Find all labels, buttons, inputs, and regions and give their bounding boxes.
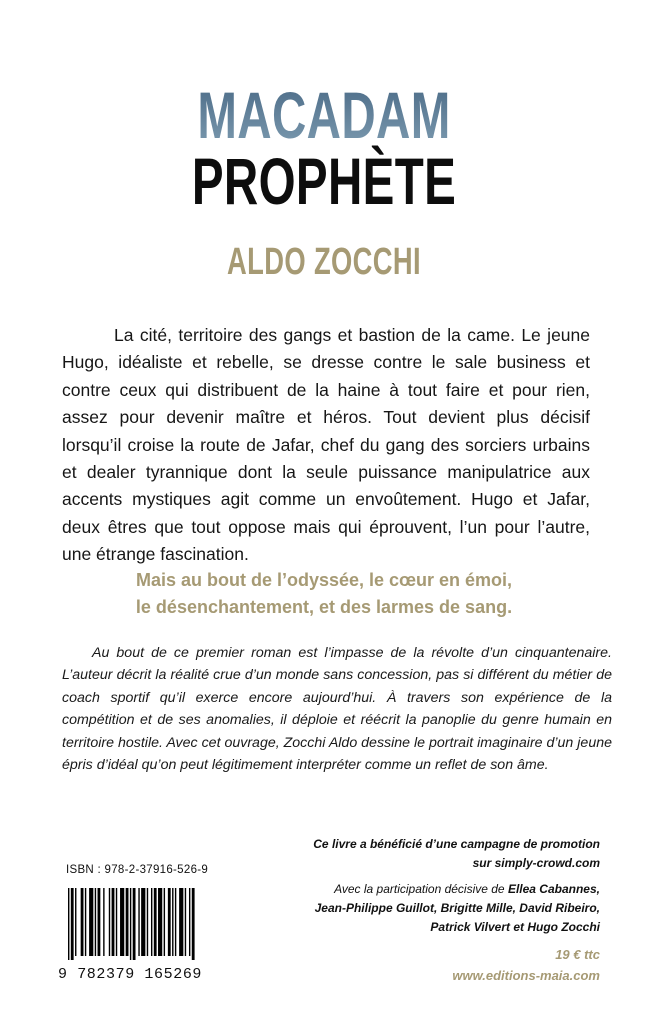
barcode-bar [158, 888, 162, 956]
barcode-bar [75, 888, 76, 956]
barcode-bar [109, 888, 110, 956]
barcode-bar [168, 888, 171, 956]
barcode-bar [89, 888, 93, 956]
barcode-bar [103, 888, 104, 956]
barcode-digits: 9 782379 165269 [58, 966, 203, 983]
barcode-bar [189, 888, 190, 956]
barcode-bar [175, 888, 176, 956]
barcode-bar [120, 888, 124, 956]
barcode-bar [154, 888, 157, 956]
credits-names-2: Jean-Philippe Guillot, Brigitte Mille, David Ribeiro, [314, 901, 600, 915]
tagline-line2: le désenchantement, et des larmes de sang. [135, 597, 513, 617]
publisher-website: www.editions-maia.com [452, 968, 600, 983]
price: 19 € ttc [555, 947, 600, 962]
barcode-bar [116, 888, 117, 956]
barcode-bar [130, 888, 131, 960]
barcode-bar [164, 888, 165, 956]
barcode-bar [147, 888, 148, 956]
isbn-label: ISBN : 978-2-37916-526-9 [66, 864, 209, 876]
credits-intro: Avec la participation décisive de [334, 882, 505, 896]
book-title-line2: PROPHÈTE [191, 144, 457, 218]
barcode-bar [138, 888, 139, 956]
barcode-bar [98, 888, 101, 956]
barcode-bar [68, 888, 69, 960]
barcode-bar [81, 888, 84, 956]
promo-line2: sur simply-crowd.com [472, 856, 600, 870]
barcode-bar [179, 888, 183, 956]
author-name: ALDO ZOCCHI [227, 241, 421, 283]
promo-note [280, 835, 600, 873]
credits-names-1: Ellea Cabannes, [507, 882, 600, 896]
barcode-bar [141, 888, 145, 956]
barcode-bar [172, 888, 173, 956]
barcode-bar [133, 888, 136, 960]
tagline-line1: Mais au bout de l’odyssée, le cœur en émoi, [135, 570, 513, 590]
credits [280, 880, 600, 937]
credits-names-3: Patrick Vilvert et Hugo Zocchi [430, 920, 600, 934]
barcode-bar [95, 888, 96, 956]
tagline [0, 567, 648, 621]
barcode [68, 888, 196, 960]
barcode-bar [112, 888, 115, 956]
barcode-bar [71, 888, 74, 960]
barcode-bar [185, 888, 186, 956]
barcode-bar [126, 888, 129, 956]
promo-line1: Ce livre a bénéficié d’une campagne de promotion [313, 837, 600, 851]
synopsis-paragraph: La cité, territoire des gangs et bastion de la came. Le jeune Hugo, idéaliste et rebelle, se dresse contre le sale business et contre ceux qui distribuent de la haine à tout faire et pour rien, assez pour devenir maître et héros. Tout devient plus décisif lorsqu’il croise la route de Jafar, chef du gang des sorciers urbains et dealer tyrannique dont la seule puissance manipulatrice aux accents mystiques agit comme un envoûtement. Hugo et Jafar, deux êtres que tout oppose mais qui éprouvent, l’un pour l’autre, une étrange fascination. [62, 325, 590, 565]
barcode-bar [151, 888, 152, 956]
book-title-line1: MACADAM [91, 80, 558, 150]
barcode-bar [85, 888, 86, 956]
credits-line1 [280, 880, 600, 899]
barcode-bar [192, 888, 195, 960]
review-paragraph: Au bout de ce premier roman est l’impasse de la révolte d’un cinquantenaire. L’auteur décrit la réalité crue d’un monde sans concession, pas si différent du métier de coach sportif qu’il exerce encore aujourd’hui. À travers son expérience de la compétition et de ses anomalies, il déploie et réécrit la panoplie du genre humain en territoire hostile. Avec cet ouvrage, Zocchi Aldo dessine le portrait imaginaire d’un jeune épris d’idéal qu’on peut légitimement interpréter comme un reflet de son âme. [62, 645, 612, 774]
